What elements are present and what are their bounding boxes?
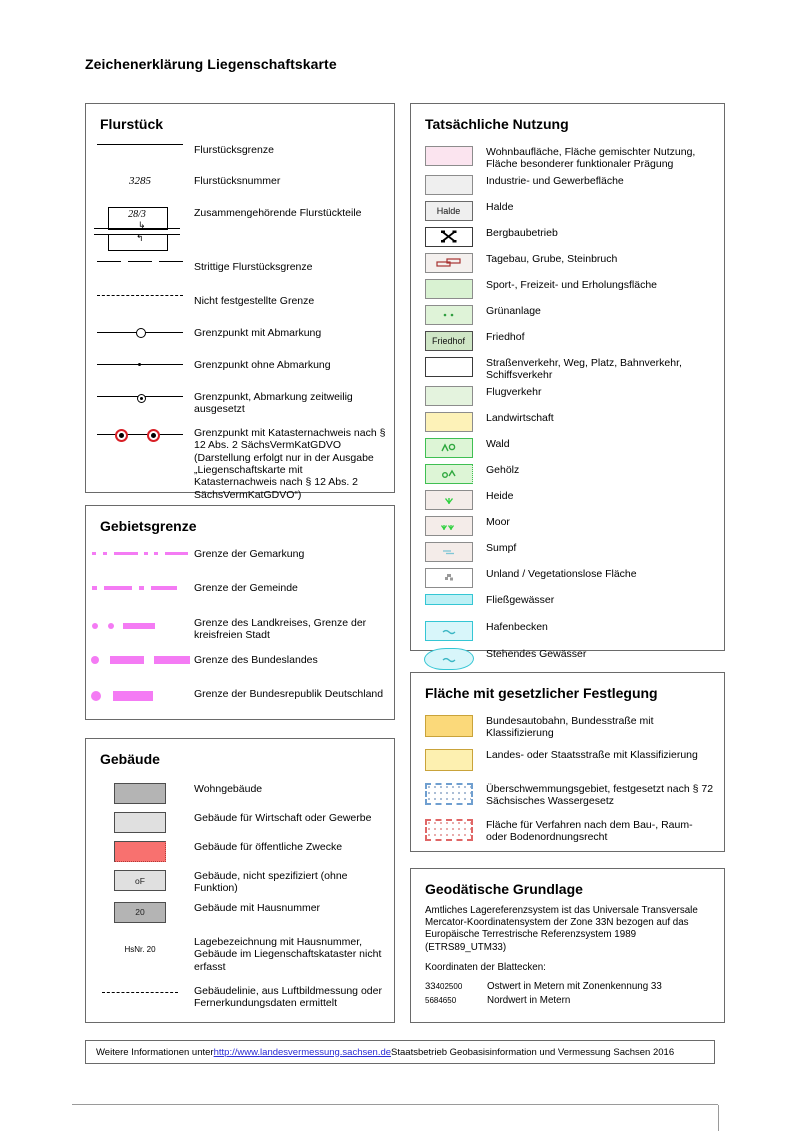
flurstuecksnummer-symbol <box>86 175 194 187</box>
legend-row <box>411 542 724 564</box>
legend-label: Fläche für Verfahren nach dem Bau-, Raum- oder Bodenordnungsrecht <box>486 819 693 844</box>
legend-label: Friedhof <box>486 330 525 343</box>
moor-icon <box>437 520 461 532</box>
geodaesie-subtitle: Koordinaten der Blattecken: <box>425 961 546 973</box>
bergbaubetrieb-swatch <box>411 227 486 247</box>
legend-label: Heide <box>486 489 514 502</box>
legend-row <box>411 253 724 275</box>
footer-prefix: Weitere Informationen unter <box>96 1046 214 1058</box>
strittige-grenze-symbol <box>86 261 194 263</box>
coordinate-value: 33402500 <box>425 981 463 993</box>
legend-label: Grenzpunkt ohne Abmarkung <box>194 359 331 371</box>
legend-label: Grenzpunkt mit Katasternachweis nach § 12 Abs. 2 SächsVermKatGDVO (Darstellung erfolgt nur in der Ausgabe „Liegenschaftskarte mit Katasternachweis nach § 12 Abs. 2 SächsVermKatGDVO“) <box>194 426 386 501</box>
stehendes-gewaesser-swatch <box>411 648 486 670</box>
gewerbegebaeude-swatch <box>86 812 194 833</box>
marsh-icon <box>437 547 461 557</box>
legend-row <box>86 548 394 570</box>
legend-label: Grenze der Gemarkung <box>194 548 305 560</box>
legend-row <box>411 279 724 301</box>
legend-row <box>411 175 724 197</box>
legend-row <box>411 749 724 779</box>
halde-swatch <box>411 201 486 221</box>
geodaesie-paragraph: Amtliches Lagereferenzsystem ist das Universale Transversale Mercator-Koordinatensystem der Zone 33N bezogen auf das Europäische Terrestrische Referenzsystem 1989 (ETRS89_UTM33) <box>425 905 698 953</box>
park-dots-icon <box>437 310 461 320</box>
section-gebaeude <box>85 738 395 1023</box>
legend-row <box>86 295 394 317</box>
legend-row <box>411 783 724 813</box>
legend-label: Sport-, Freizeit- und Erholungsfläche <box>486 278 657 291</box>
legend-label: Halde <box>486 200 514 213</box>
unland-swatch <box>411 568 486 588</box>
page-rule <box>72 1104 718 1105</box>
legend-label: Moor <box>486 515 510 528</box>
section-flurstueck <box>85 103 395 501</box>
bundesautobahn-swatch <box>411 715 486 737</box>
legend-row <box>86 902 394 924</box>
moor-swatch <box>411 516 486 536</box>
legend-label: Grenzpunkt mit Abmarkung <box>194 327 322 339</box>
crossed-hammers-icon <box>439 229 459 244</box>
legend-row <box>86 654 394 676</box>
legend-row <box>86 175 394 197</box>
legend-label: Hafenbecken <box>486 620 548 633</box>
grenze-bundesrepublik-symbol <box>86 688 194 702</box>
legend-row <box>86 207 394 253</box>
legend-label: Grünanlage <box>486 304 541 317</box>
grenze-bundesland-symbol <box>86 654 194 666</box>
staatsstrasse-swatch <box>411 749 486 771</box>
legend-row <box>411 819 724 849</box>
flurstuecksgrenze-symbol <box>86 144 194 145</box>
legend-row <box>86 391 394 416</box>
legend-row <box>411 621 724 643</box>
forest-icon <box>436 442 462 454</box>
legend-row <box>86 812 394 834</box>
coordinate-value: 5684650 <box>425 995 457 1005</box>
section-title-flurstueck: Flurstück <box>100 116 164 132</box>
footer-suffix: Staatsbetrieb Geobasisinformation und Vermessung Sachsen 2016 <box>391 1046 675 1058</box>
legend-row <box>411 357 724 382</box>
wave-icon <box>439 627 459 635</box>
legend-label: Lagebezeichnung mit Hausnummer, Gebäude im Liegenschaftskataster nicht erfasst <box>194 935 382 973</box>
arrow-up-icon: ↰ <box>136 233 144 243</box>
arrow-down-icon: ↳ <box>138 220 146 230</box>
gehoelz-swatch <box>411 464 486 484</box>
section-gebietsgrenze <box>85 505 395 720</box>
coordinate-label: Ostwert in Metern mit Zonenkennung 33 <box>487 981 662 993</box>
footer-link[interactable]: http://www.landesvermessung.sachsen.de <box>213 1046 392 1058</box>
legend-label: Strittige Flurstücksgrenze <box>194 261 313 273</box>
legend-row <box>411 490 724 512</box>
legend-label: Straßenverkehr, Weg, Platz, Bahnverkehr, Schiffsverkehr <box>486 356 682 382</box>
zusammengehoerende-flurstueckteile-symbol <box>86 207 194 253</box>
legend-row <box>411 386 724 408</box>
grenze-gemeinde-symbol <box>86 582 194 594</box>
heide-swatch <box>411 490 486 510</box>
barren-icon <box>442 572 456 584</box>
legend-label: Unland / Vegetationslose Fläche <box>486 567 637 580</box>
legend-label: Gehölz <box>486 463 520 476</box>
legend-row <box>411 412 724 434</box>
legend-label: Grenze des Landkreises, Grenze der kreisfreien Stadt <box>194 617 367 642</box>
legend-row <box>86 936 394 973</box>
legend-row <box>411 331 724 353</box>
hafenbecken-swatch <box>411 621 486 641</box>
wald-swatch <box>411 438 486 458</box>
swatch-text: 20 <box>114 902 166 923</box>
legend-row <box>86 144 394 166</box>
legend-row <box>411 146 724 171</box>
sportflaeche-swatch <box>411 279 486 299</box>
parcel-part-value: 28/3 <box>128 209 146 220</box>
legend-row <box>411 438 724 460</box>
section-title-gebaeude: Gebäude <box>100 751 160 767</box>
heath-icon <box>439 494 459 506</box>
sumpf-swatch <box>411 542 486 562</box>
legend-label: Überschwemmungsgebiet, festgesetzt nach § 72 Sächsisches Wassergesetz <box>486 783 714 808</box>
nicht-festgestellte-grenze-symbol <box>86 295 194 296</box>
parcel-number-value: 3285 <box>129 175 151 187</box>
legend-label: Gebäudelinie, aus Luftbildmessung oder Fernerkundungsdaten ermittelt <box>194 985 382 1010</box>
footer-bar <box>85 1040 715 1064</box>
legend-label: Grenze der Bundesrepublik Deutschland <box>194 687 384 700</box>
legend-row <box>411 594 724 616</box>
legend-label: Wohngebäude <box>194 783 263 795</box>
section-title-geodaesie: Geodätische Grundlage <box>425 881 583 897</box>
legend-row <box>411 464 724 486</box>
grenzpunkt-ohne-abmarkung-symbol <box>86 359 194 371</box>
grenze-landkreis-symbol <box>86 617 194 632</box>
legend-row <box>411 648 724 670</box>
legend-label: Wald <box>486 437 510 450</box>
legend-label: Landwirtschaft <box>486 411 554 424</box>
legend-row <box>411 227 724 249</box>
wohnbauflaeche-swatch <box>411 146 486 166</box>
legend-label: Grenzpunkt, Abmarkung zeitweilig ausgesetzt <box>194 391 353 416</box>
hsnr-text: HsNr. 20 <box>124 944 156 954</box>
legend-row <box>86 327 394 349</box>
legend-row <box>86 427 394 501</box>
legend-row <box>411 568 724 590</box>
legend-row <box>86 870 394 895</box>
oeffentliches-gebaeude-swatch <box>86 841 194 862</box>
grenzpunkt-katasternachweis-symbol <box>86 427 194 441</box>
legend-label: Gebäude für Wirtschaft oder Gewerbe <box>194 812 372 824</box>
legend-row <box>86 688 394 710</box>
grenze-gemarkung-symbol <box>86 548 194 560</box>
legend-label: Gebäude mit Hausnummer <box>194 901 321 914</box>
section-title-nutzung: Tatsächliche Nutzung <box>425 116 569 132</box>
legend-label: Sumpf <box>486 541 517 554</box>
swatch-text: Halde <box>425 201 473 221</box>
legend-label: Tagebau, Grube, Steinbruch <box>486 252 618 265</box>
legend-row <box>86 582 394 604</box>
section-festlegung <box>410 672 725 852</box>
wohngebaeude-swatch <box>86 783 194 804</box>
legend-row <box>86 985 394 1010</box>
legend-label: Gebäude für öffentliche Zwecke <box>194 841 343 853</box>
legend-row <box>411 715 724 745</box>
lake-icon <box>424 648 474 670</box>
swatch-text: Friedhof <box>425 331 473 351</box>
gebaeudelinie-symbol <box>86 985 194 993</box>
section-nutzung <box>410 103 725 660</box>
legend-label: Zusammengehörende Flurstückteile <box>194 207 362 219</box>
grenzpunkt-zeitweilig-ausgesetzt-symbol <box>86 391 194 403</box>
legend-label: Bergbaubetrieb <box>486 226 558 239</box>
landwirtschaft-swatch <box>411 412 486 432</box>
legend-label: Flugverkehr <box>486 385 542 398</box>
legend-row <box>86 617 394 642</box>
legend-label: Landes- oder Staatsstraße mit Klassifizierung <box>486 749 698 761</box>
gruenanlage-swatch <box>411 305 486 325</box>
flugverkehr-swatch <box>411 386 486 406</box>
legend-label: Wohnbaufläche, Fläche gemischter Nutzung, Fläche besonderer funktionaler Prägung <box>486 146 696 171</box>
legend-label: Grenze des Bundeslandes <box>194 653 318 666</box>
quarry-icon <box>436 257 462 269</box>
coordinate-label: Nordwert in Metern <box>487 994 571 1006</box>
shrub-icon <box>436 468 462 480</box>
legend-row <box>86 783 394 805</box>
swatch-text: oF <box>114 870 166 891</box>
section-geodaesie <box>410 868 725 1023</box>
legend-label: Fließgewässer <box>486 593 555 606</box>
section-title-festlegung: Fläche mit gesetzlicher Festlegung <box>425 685 658 701</box>
page-title: Zeichenerklärung Liegenschaftskarte <box>85 56 337 72</box>
legend-label: Bundesautobahn, Bundesstraße mit Klassifizierung <box>486 715 654 740</box>
coordinate-row <box>425 981 710 994</box>
legend-label: Stehendes Gewässer <box>486 647 587 660</box>
legend-label: Flurstücksgrenze <box>194 144 274 156</box>
lagebezeichnung-hausnummer-symbol <box>86 936 194 954</box>
ueberschwemmungsgebiet-swatch <box>411 783 486 805</box>
bodenordnungsrecht-swatch <box>411 819 486 841</box>
section-title-gebietsgrenze: Gebietsgrenze <box>100 518 197 534</box>
legend-label: Flurstücksnummer <box>194 175 281 187</box>
fliessgewaesser-swatch <box>411 594 486 605</box>
tagebau-swatch <box>411 253 486 273</box>
legend-label: Gebäude, nicht spezifiziert (ohne Funktion) <box>194 870 348 895</box>
legend-label: Grenze der Gemeinde <box>194 582 298 594</box>
legend-row <box>86 841 394 863</box>
page-tick <box>718 1105 719 1131</box>
legend-row <box>411 305 724 327</box>
legend-row <box>86 261 394 283</box>
legend-row <box>411 201 724 223</box>
gebaeude-ohne-funktion-swatch <box>86 870 194 891</box>
legend-label: Industrie- und Gewerbefläche <box>486 174 624 187</box>
legend-row <box>411 516 724 538</box>
legend-row <box>86 359 394 381</box>
strassenverkehr-swatch <box>411 357 486 377</box>
legend-label: Nicht festgestellte Grenze <box>194 295 315 307</box>
grenzpunkt-mit-abmarkung-symbol <box>86 327 194 339</box>
industrieflaeche-swatch <box>411 175 486 195</box>
coordinate-row <box>425 995 710 1008</box>
friedhof-swatch <box>411 331 486 351</box>
gebaeude-mit-hausnummer-swatch <box>86 902 194 923</box>
